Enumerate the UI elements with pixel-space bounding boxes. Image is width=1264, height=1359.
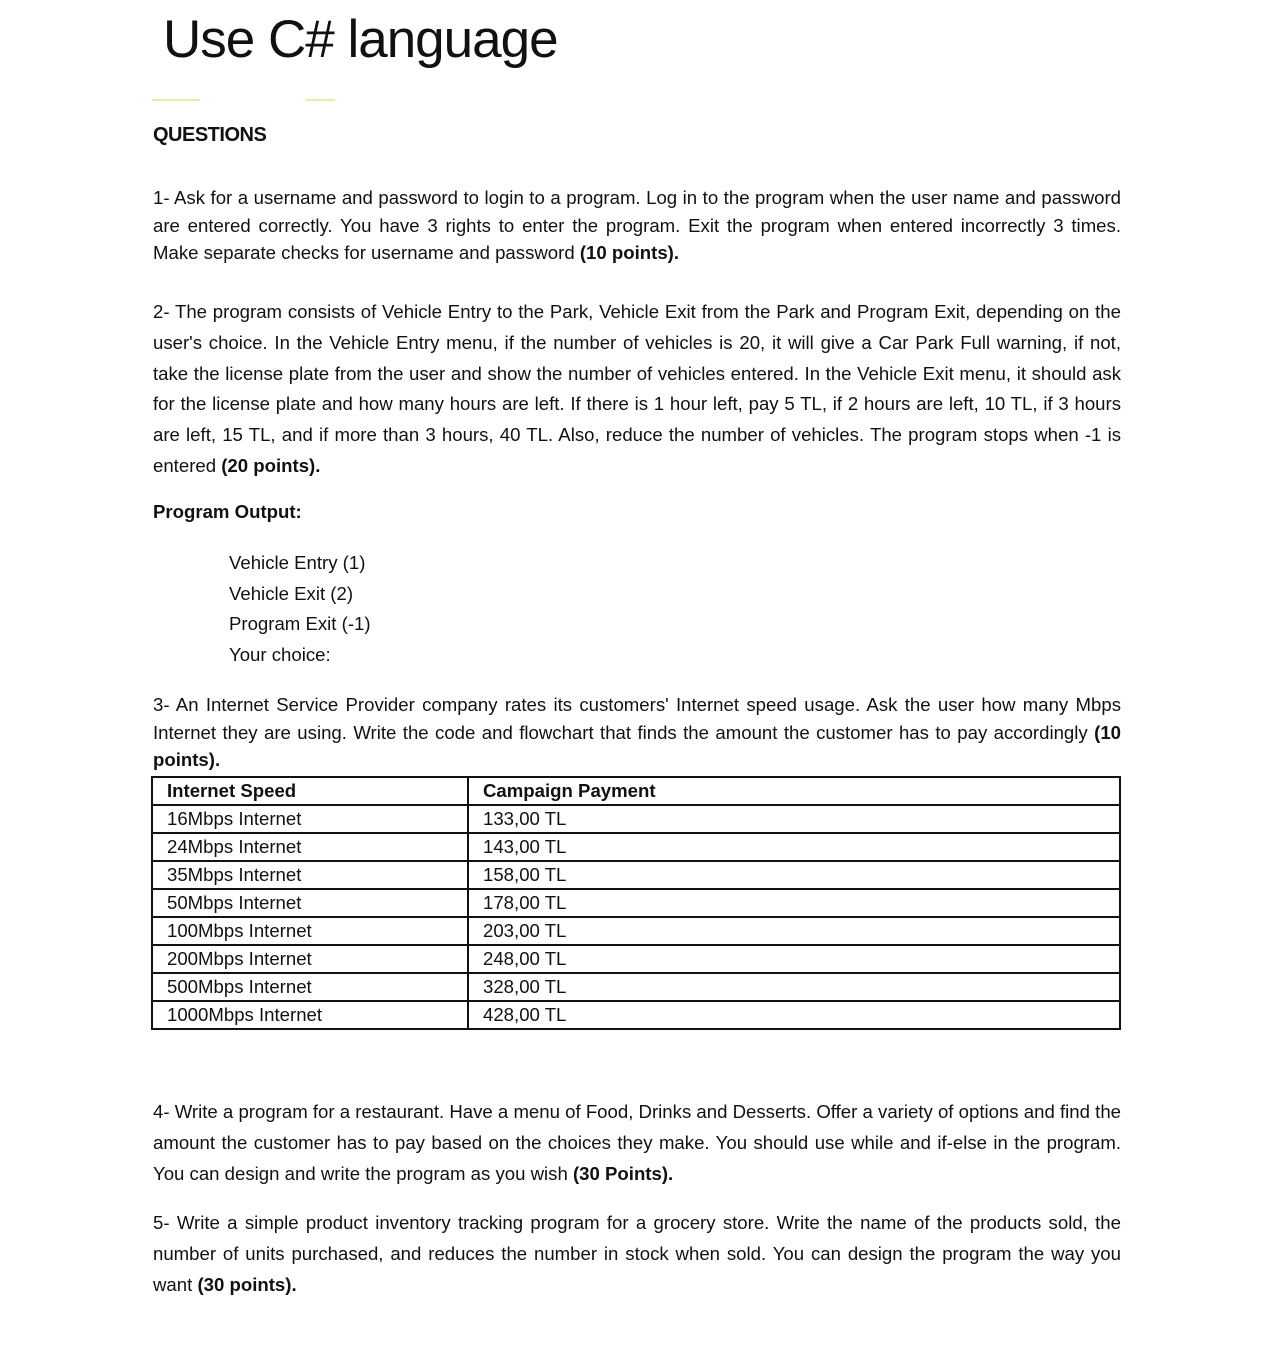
table-row [152,805,1120,833]
question-5: 5- Write a simple product inventory tracking program for a grocery store. Write the name of the products sold, the number of units purchased, and reduces the number in stock when sold. You can design the program the way you want (30 points). [153,1212,1121,1295]
highlight-mark [152,99,200,101]
payment-cell: 203,00 TL [468,917,1120,945]
speed-cell: 100Mbps Internet [152,917,468,945]
table-row [152,889,1120,917]
speed-cell: 24Mbps Internet [152,833,468,861]
question-1: 1- Ask for a username and password to login to a program. Log in to the program when the user name and password are entered correctly. You have 3 rights to enter the program. Exit the program when entered incorrectly 3 times. Make separate checks for username and password (10 points). [153,187,1121,263]
speed-cell: 16Mbps Internet [152,805,468,833]
payment-cell: 328,00 TL [468,973,1120,1001]
output-line: Vehicle Exit (2) [229,582,354,604]
table-row [152,1001,1120,1029]
table-row [152,833,1120,861]
output-line: Your choice: [229,643,331,665]
column-header: Campaign Payment [468,777,1120,805]
question-2: 2- The program consists of Vehicle Entry to the Park, Vehicle Exit from the Park and Program Exit, depending on the user's choice. In the Vehicle Entry menu, if the number of vehicles is 20, it will give a Car Park Full warning, if not, take the license plate from the user and show the number of vehicles entered. In the Vehicle Exit menu, it should ask for the license plate and how many hours are left. If there is 1 hour left, pay 5 TL, if 2 hours are left, 10 TL, if 3 hours are left, 15 TL, and if more than 3 hours, 40 TL. Also, reduce the number of vehicles. The program stops when -1 is entered (20 points). [153,301,1121,476]
pricing-table [151,776,1121,1030]
speed-cell: 1000Mbps Internet [152,1001,468,1029]
table-row [152,861,1120,889]
speed-cell: 50Mbps Internet [152,889,468,917]
program-output [229,548,371,670]
payment-cell: 143,00 TL [468,833,1120,861]
question-3: 3- An Internet Service Provider company rates its customers' Internet speed usage. Ask the user how many Mbps Internet they are using. Write the code and flowchart that finds the amount the customer has to pay accordingly (10 points). [153,694,1121,770]
payment-cell: 248,00 TL [468,945,1120,973]
column-header: Internet Speed [152,777,468,805]
speed-cell: 200Mbps Internet [152,945,468,973]
payment-cell: 133,00 TL [468,805,1120,833]
table-row [152,917,1120,945]
table-row [152,973,1120,1001]
document-title: Use C# language [163,10,558,69]
table-row [152,945,1120,973]
payment-cell: 428,00 TL [468,1001,1120,1029]
question-4: 4- Write a program for a restaurant. Have a menu of Food, Drinks and Desserts. Offer a variety of options and find the amount the customer has to pay based on the choices they make. You should use while and if-else in the program. You can design and write the program as you wish (30 Points). [153,1101,1121,1184]
output-line: Vehicle Entry (1) [229,552,366,573]
output-line: Program Exit (-1) [229,613,371,634]
program-output-label: Program Output: [153,501,302,522]
speed-cell: 35Mbps Internet [152,861,468,889]
section-heading: QUESTIONS [153,124,267,146]
payment-cell: 158,00 TL [468,861,1120,889]
highlight-mark [305,99,335,101]
speed-cell: 500Mbps Internet [152,973,468,1001]
payment-cell: 178,00 TL [468,889,1120,917]
